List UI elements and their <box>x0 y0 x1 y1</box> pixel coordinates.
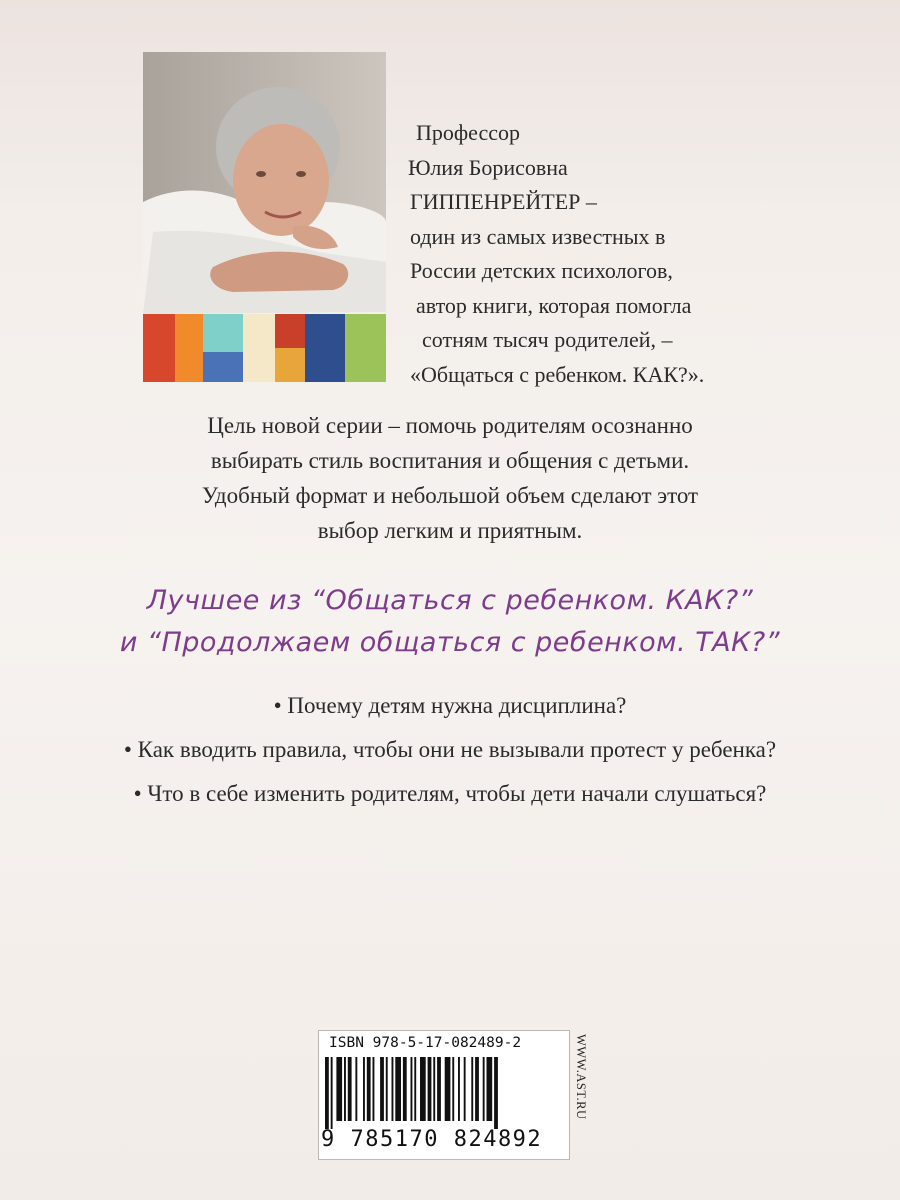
barcode-bar <box>437 1057 441 1121</box>
barcode-bar <box>414 1057 416 1121</box>
isbn-barcode <box>318 1030 570 1160</box>
tagline-line: Лучшее из “Общаться с ребенком. КАК?” <box>146 585 754 616</box>
barcode-bar <box>464 1057 466 1121</box>
barcode-bar <box>487 1057 493 1121</box>
barcode-bar <box>363 1057 365 1121</box>
barcode-bar <box>403 1057 407 1121</box>
bio-line: ГИППЕНРЕЙТЕР – <box>410 189 597 214</box>
bio-line: Юлия Борисовна <box>408 154 568 180</box>
barcode-bar <box>395 1057 401 1121</box>
barcode-bar <box>367 1057 371 1121</box>
barcode-bar <box>373 1057 375 1121</box>
isbn-label: ISBN 978-5-17-082489-2 <box>329 1035 522 1051</box>
tagline <box>100 580 800 664</box>
barcode-bar <box>428 1057 432 1121</box>
bio-line: автор книги, которая помогла <box>416 292 692 318</box>
question-item: • Как вводить правила, чтобы они не вызывали протест у ребенка? <box>123 737 777 762</box>
question-item: • Что в себе изменить родителям, чтобы дети начали слушаться? <box>133 781 767 806</box>
barcode-bar <box>355 1057 357 1121</box>
publisher-url-text: WWW.AST.RU <box>574 1034 588 1120</box>
barcode-bar <box>386 1057 388 1121</box>
barcode-bar <box>348 1057 352 1121</box>
barcode-bar <box>458 1057 460 1121</box>
barcode-bar <box>420 1057 426 1121</box>
bio-line: России детских психологов, <box>410 258 673 283</box>
publisher-url <box>574 1034 598 1164</box>
author-photo <box>143 52 386 382</box>
barcode-bar <box>392 1057 394 1121</box>
barcode-bar <box>452 1057 454 1121</box>
intro-line: Цель новой серии – помочь родителям осознанно <box>207 413 693 438</box>
bio-line: Профессор <box>416 120 520 145</box>
barcode-bar <box>445 1057 451 1121</box>
bio-line: один из самых известных в <box>410 223 666 249</box>
barcode-bar <box>336 1057 342 1121</box>
barcode-bar <box>325 1057 329 1129</box>
barcode-bar <box>331 1057 333 1129</box>
intro-line: выбор легким и приятным. <box>317 518 583 543</box>
question-list <box>20 684 880 816</box>
author-bio <box>404 116 884 392</box>
barcode-bar <box>433 1057 435 1121</box>
barcode-bar <box>483 1057 485 1121</box>
intro-line: Удобный формат и небольшой объем сделают этот <box>201 483 699 508</box>
barcode-bar <box>344 1057 346 1121</box>
barcode-bar <box>494 1057 498 1129</box>
barcode-bar <box>380 1057 384 1121</box>
bio-line: «Общаться с ребенком. КАК?». <box>410 361 705 387</box>
series-intro <box>60 408 840 548</box>
barcode-bar <box>475 1057 479 1121</box>
barcode-bar <box>471 1057 473 1121</box>
barcode-bar <box>411 1057 413 1121</box>
barcode-bars <box>325 1057 563 1129</box>
bio-line: сотням тысяч родителей, – <box>422 327 673 352</box>
ean-digits: 9 785170 824892 <box>321 1127 543 1152</box>
tagline-line: и “Продолжаем общаться с ребенком. ТАК?” <box>119 627 781 658</box>
intro-line: выбирать стиль воспитания и общения с детьми. <box>210 448 690 473</box>
question-item: • Почему детям нужна дисциплина? <box>273 693 627 718</box>
